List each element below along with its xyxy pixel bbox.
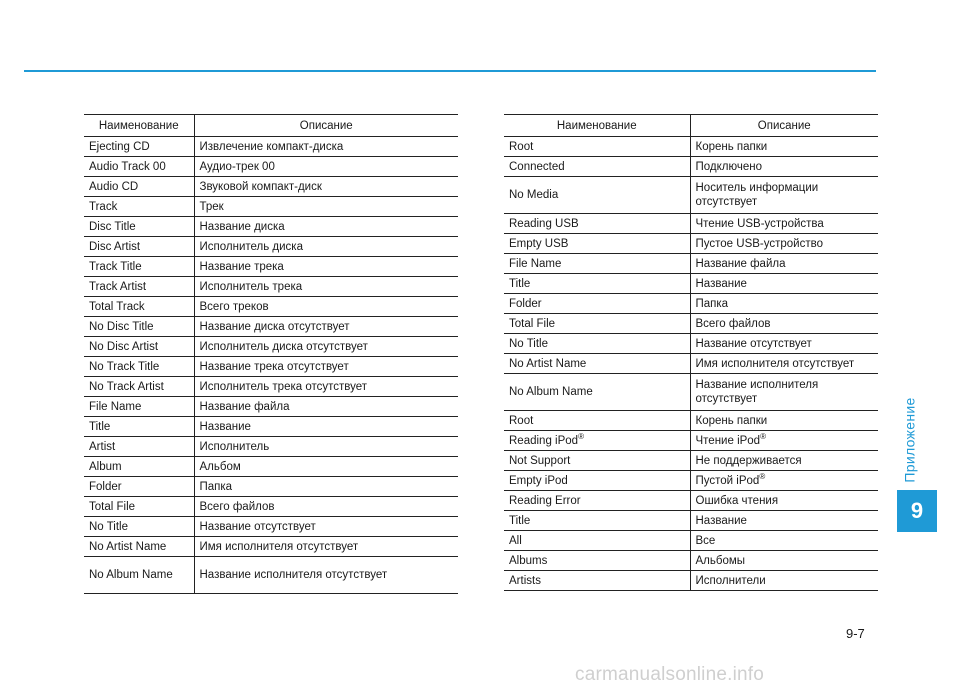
cell-text: Все: [695, 534, 716, 547]
column-header-description: Описание: [194, 115, 458, 137]
table-row: [84, 377, 458, 397]
cell-text: Empty iPod: [509, 474, 568, 487]
cell-text: Empty USB: [509, 237, 569, 250]
table-row: [84, 497, 458, 517]
table-header-row: [84, 115, 458, 137]
cell-description: [194, 437, 458, 457]
cell-text: Подключено: [695, 160, 762, 173]
cell-text: Пустой iPod: [695, 474, 760, 487]
cell-name: [84, 377, 194, 397]
cell-text: No Track Title: [89, 360, 160, 373]
cell-text: Title: [509, 514, 531, 527]
cell-text: Title: [89, 420, 111, 433]
cell-text: Название исполнителя отсутствует: [695, 379, 819, 405]
table-row: [504, 254, 878, 274]
cell-description: [194, 497, 458, 517]
cell-description: [690, 411, 878, 431]
cell-text: Root: [509, 140, 534, 153]
cell-description: [194, 537, 458, 557]
cell-text: Не поддерживается: [695, 454, 802, 467]
cell-text: Извлечение компакт-диска: [199, 140, 344, 153]
cell-description: [690, 354, 878, 374]
cell-text: Audio CD: [89, 180, 139, 193]
cell-name: [84, 137, 194, 157]
table-row: [84, 137, 458, 157]
table-row: [84, 457, 458, 477]
cell-description: [690, 334, 878, 354]
cell-name: [504, 571, 690, 591]
cell-text: Исполнитель диска: [199, 240, 303, 253]
table-row: [84, 397, 458, 417]
cell-name: [504, 551, 690, 571]
cell-name: [84, 437, 194, 457]
column-header-description: Описание: [690, 115, 878, 137]
cell-text: Звуковой компакт-диск: [199, 180, 322, 193]
registered-mark: ®: [578, 431, 584, 441]
cell-description: [194, 177, 458, 197]
cell-text: Альбом: [199, 460, 241, 473]
cell-description: [690, 471, 878, 491]
cell-text: Ошибка чтения: [695, 494, 779, 507]
cell-name: [504, 374, 690, 411]
cell-text: Исполнитель диска отсутствует: [199, 340, 368, 353]
cell-text: Название файла: [199, 400, 290, 413]
cell-text: Root: [509, 414, 534, 427]
table-row: [504, 531, 878, 551]
cell-text: Исполнитель: [199, 440, 270, 453]
cell-description: [690, 254, 878, 274]
cell-text: Корень папки: [695, 140, 768, 153]
chapter-title: Приложение: [902, 397, 918, 483]
cell-text: Reading iPod: [509, 434, 579, 447]
table-row: [84, 177, 458, 197]
cell-text: Artists: [509, 574, 541, 587]
table-row: [84, 417, 458, 437]
cell-text: Корень папки: [695, 414, 768, 427]
watermark: carmanualsonline.info: [575, 664, 765, 685]
cell-description: [194, 377, 458, 397]
cell-text: No Album Name: [509, 386, 593, 398]
cell-description: [194, 237, 458, 257]
cell-name: [504, 254, 690, 274]
column-header-name: Наименование: [84, 115, 194, 137]
cell-name: [504, 411, 690, 431]
cell-text: Название файла: [695, 257, 786, 270]
cell-name: [504, 354, 690, 374]
cell-text: All: [509, 534, 522, 547]
table-row: [504, 431, 878, 451]
cell-text: Reading Error: [509, 494, 581, 507]
cell-text: Название отсутствует: [199, 520, 316, 533]
cell-text: Пустое USB-устройство: [695, 237, 823, 250]
cell-text: Audio Track 00: [89, 160, 166, 173]
cell-description: [194, 297, 458, 317]
cell-text: Название: [695, 277, 747, 290]
cell-name: [84, 217, 194, 237]
cell-description: [194, 477, 458, 497]
cell-name: [504, 314, 690, 334]
cell-name: [84, 497, 194, 517]
cell-text: Всего треков: [199, 300, 269, 313]
cell-text: Folder: [509, 297, 542, 310]
cell-text: Чтение iPod: [695, 434, 761, 447]
cell-text: Исполнитель трека: [199, 280, 303, 293]
cell-name: [504, 137, 690, 157]
cell-text: No Title: [509, 337, 548, 350]
cell-name: [84, 337, 194, 357]
cell-name: [504, 471, 690, 491]
table-row: [504, 334, 878, 354]
cell-description: [194, 157, 458, 177]
cell-name: [84, 417, 194, 437]
cell-text: Всего файлов: [695, 317, 771, 330]
cell-text: Имя исполнителя отсутствует: [695, 357, 855, 370]
cell-text: Носитель информации отсутствует: [695, 182, 819, 208]
cell-text: Аудио-трек 00: [199, 160, 275, 173]
table-row: [504, 491, 878, 511]
table-row: [84, 357, 458, 377]
cell-name: [504, 334, 690, 354]
cell-text: Название диска отсутствует: [199, 320, 350, 333]
cell-text: Track Artist: [89, 280, 147, 293]
cell-name: [504, 214, 690, 234]
cell-name: [84, 537, 194, 557]
cell-text: Название диска: [199, 220, 285, 233]
cell-description: [194, 277, 458, 297]
cell-text: Трек: [199, 200, 224, 213]
table-header-row: [504, 115, 878, 137]
cell-text: Ejecting CD: [89, 140, 150, 153]
cell-text: Disc Artist: [89, 240, 141, 253]
left-glossary-table: [84, 114, 458, 594]
cell-text: Disc Title: [89, 220, 136, 233]
table-row: [84, 537, 458, 557]
table-row: [504, 571, 878, 591]
cell-text: No Disc Artist: [89, 340, 159, 353]
right-glossary-table: [504, 114, 878, 591]
table-row: [504, 314, 878, 334]
table-row: [504, 214, 878, 234]
cell-text: File Name: [509, 257, 562, 270]
table-row: [504, 157, 878, 177]
table-row: [504, 234, 878, 254]
cell-name: [84, 177, 194, 197]
table-row: [504, 177, 878, 214]
cell-description: [194, 557, 458, 594]
cell-text: Track Title: [89, 260, 142, 273]
registered-mark: ®: [760, 431, 766, 441]
cell-text: Название: [695, 514, 747, 527]
table-row: [504, 354, 878, 374]
cell-text: Альбомы: [695, 554, 746, 567]
cell-description: [194, 517, 458, 537]
cell-text: No Title: [89, 520, 128, 533]
table-row: [84, 257, 458, 277]
cell-name: [504, 451, 690, 471]
table-row: [84, 297, 458, 317]
cell-name: [84, 237, 194, 257]
cell-text: Название исполнителя отсутствует: [199, 569, 388, 581]
cell-name: [84, 357, 194, 377]
cell-text: Всего файлов: [199, 500, 275, 513]
cell-description: [690, 531, 878, 551]
cell-description: [194, 357, 458, 377]
column-header-name: Наименование: [504, 115, 690, 137]
cell-description: [194, 337, 458, 357]
cell-name: [504, 274, 690, 294]
cell-description: [194, 317, 458, 337]
cell-description: [690, 571, 878, 591]
table-row: [504, 374, 878, 411]
cell-name: [84, 477, 194, 497]
cell-text: Albums: [509, 554, 548, 567]
cell-name: [84, 257, 194, 277]
table-row: [504, 471, 878, 491]
table-row: [504, 137, 878, 157]
cell-text: Title: [509, 277, 531, 290]
cell-description: [690, 137, 878, 157]
cell-text: No Media: [509, 189, 559, 201]
table-row: [84, 277, 458, 297]
cell-text: Total Track: [89, 300, 145, 313]
cell-description: [194, 457, 458, 477]
cell-description: [194, 217, 458, 237]
cell-text: No Disc Title: [89, 320, 154, 333]
cell-description: [690, 374, 878, 411]
cell-name: [84, 157, 194, 177]
cell-name: [84, 297, 194, 317]
cell-text: Исполнитель трека отсутствует: [199, 380, 368, 393]
cell-description: [690, 451, 878, 471]
table-row: [84, 437, 458, 457]
cell-text: Имя исполнителя отсутствует: [199, 540, 359, 553]
cell-description: [690, 551, 878, 571]
cell-text: Папка: [695, 297, 729, 310]
cell-text: No Album Name: [89, 569, 173, 581]
table-row: [504, 294, 878, 314]
table-row: [504, 511, 878, 531]
cell-name: [504, 234, 690, 254]
cell-description: [690, 214, 878, 234]
cell-text: No Artist Name: [89, 540, 167, 553]
cell-name: [504, 431, 690, 451]
cell-name: [504, 177, 690, 214]
table-row: [504, 551, 878, 571]
cell-name: [504, 531, 690, 551]
table-row: [504, 274, 878, 294]
table-row: [504, 451, 878, 471]
cell-description: [194, 257, 458, 277]
cell-text: Not Support: [509, 454, 571, 467]
cell-text: Название трека: [199, 260, 284, 273]
page-number: 9-7: [846, 626, 865, 641]
cell-text: No Track Artist: [89, 380, 164, 393]
table-row: [84, 197, 458, 217]
cell-description: [194, 137, 458, 157]
cell-text: Название трека отсутствует: [199, 360, 349, 373]
cell-name: [84, 457, 194, 477]
table-row: [84, 517, 458, 537]
cell-description: [194, 417, 458, 437]
table-row: [84, 157, 458, 177]
cell-name: [84, 317, 194, 337]
cell-text: Total File: [509, 317, 556, 330]
cell-text: Connected: [509, 160, 565, 173]
cell-description: [690, 234, 878, 254]
registered-mark: ®: [759, 471, 766, 481]
header-rule: [24, 70, 876, 72]
table-row: [504, 411, 878, 431]
cell-name: [84, 397, 194, 417]
cell-name: [84, 197, 194, 217]
cell-description: [690, 157, 878, 177]
cell-text: Album: [89, 460, 122, 473]
cell-text: Название: [199, 420, 251, 433]
cell-name: [504, 294, 690, 314]
cell-description: [690, 177, 878, 214]
cell-text: Folder: [89, 480, 122, 493]
chapter-number-badge: 9: [897, 490, 937, 532]
cell-text: Исполнители: [695, 574, 766, 587]
cell-description: [690, 314, 878, 334]
cell-text: Track: [89, 200, 118, 213]
cell-text: Чтение USB-устройства: [695, 217, 824, 230]
cell-name: [504, 511, 690, 531]
table-row: [84, 217, 458, 237]
table-row: [84, 317, 458, 337]
cell-description: [194, 197, 458, 217]
cell-description: [194, 397, 458, 417]
cell-name: [504, 157, 690, 177]
table-row: [84, 237, 458, 257]
cell-text: Название отсутствует: [695, 337, 812, 350]
cell-description: [690, 491, 878, 511]
table-row: [84, 557, 458, 594]
cell-description: [690, 511, 878, 531]
cell-text: No Artist Name: [509, 357, 587, 370]
cell-description: [690, 274, 878, 294]
cell-text: Artist: [89, 440, 116, 453]
cell-description: [690, 294, 878, 314]
cell-text: Total File: [89, 500, 136, 513]
cell-text: Папка: [199, 480, 233, 493]
cell-text: Reading USB: [509, 217, 579, 230]
cell-text: File Name: [89, 400, 142, 413]
cell-name: [84, 517, 194, 537]
cell-name: [504, 491, 690, 511]
cell-name: [84, 277, 194, 297]
table-row: [84, 337, 458, 357]
cell-name: [84, 557, 194, 594]
table-row: [84, 477, 458, 497]
cell-description: [690, 431, 878, 451]
chapter-side-label: [900, 397, 920, 483]
